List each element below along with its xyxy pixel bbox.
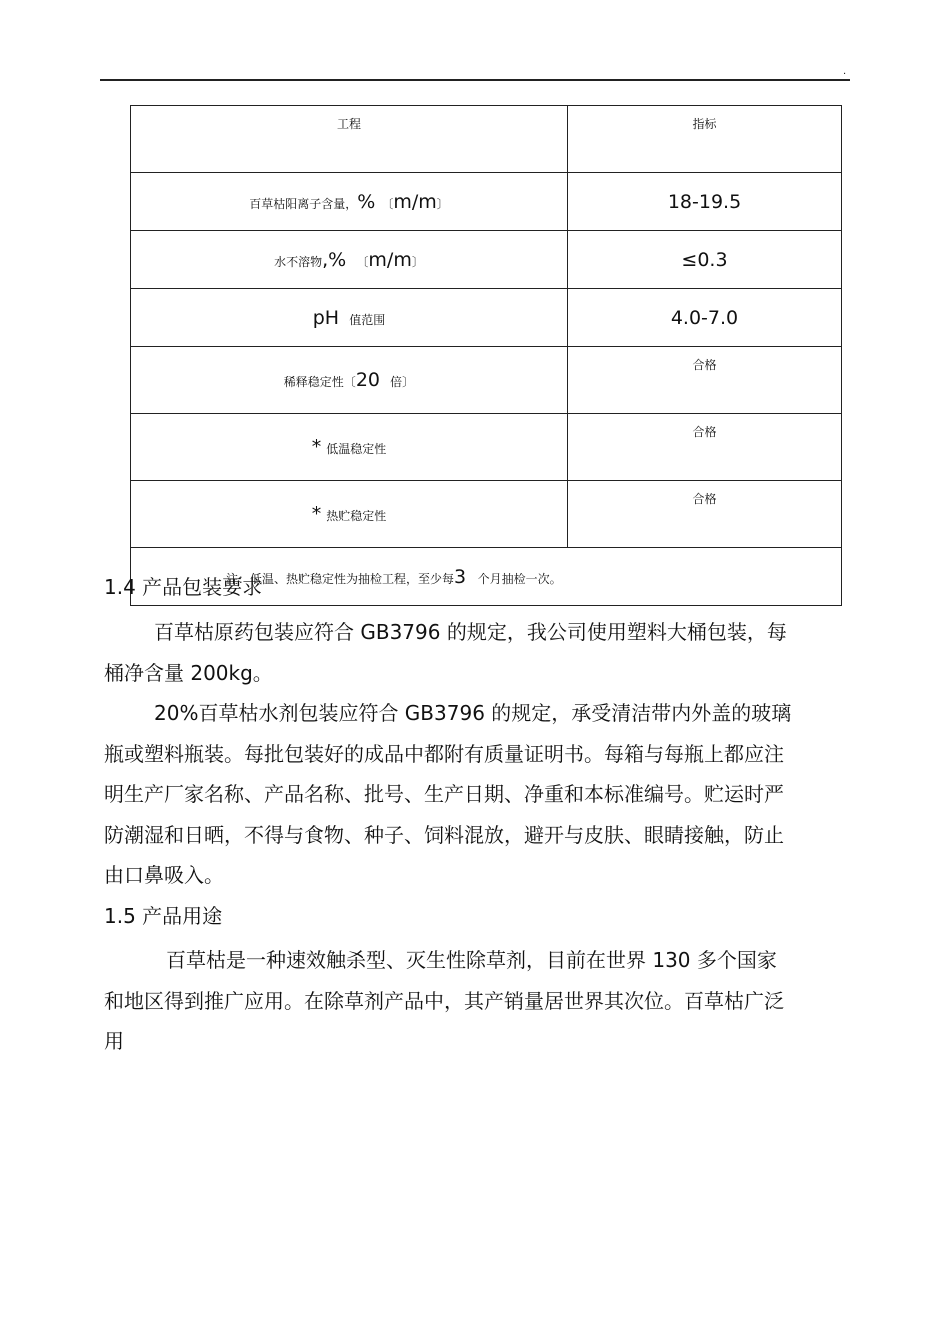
table-note: 注：低温、热贮稳定性为抽检工程，至少每3 个月抽检一次。 — [131, 548, 842, 606]
row-value: ≤0.3 — [568, 231, 842, 289]
table-row — [131, 414, 842, 481]
header-index: 指标 — [568, 106, 842, 173]
header-item: 工程 — [131, 106, 568, 173]
table-row — [131, 481, 842, 548]
paragraph-packaging-1: 百草枯原药包装应符合 GB3796 的规定，我公司使用塑料大桶包装，每 桶净含量 200kg。 — [104, 620, 787, 685]
row-value: 合格 — [568, 481, 842, 548]
row-item: * 低温稳定性 — [131, 414, 568, 481]
row-item: 百草枯阳离子含量，% 〔m/m〕 — [131, 173, 568, 231]
row-item: 稀释稳定性〔20 倍〕 — [131, 347, 568, 414]
table-row — [131, 173, 842, 231]
paragraph-usage: 百草枯是一种速效触杀型、灭生性除草剂，目前在世界 130 多个国家 和地区得到推广应用。在除草剂产品中，其产销量居世界其次位。百草枯广泛 用 — [104, 948, 784, 1053]
section-heading-1-4: 1.4 产品包装要求 — [104, 575, 263, 599]
row-value: 18-19.5 — [568, 173, 842, 231]
header-mark: . — [843, 66, 847, 77]
row-item: pH 值范围 — [131, 289, 568, 347]
row-item: * 热贮稳定性 — [131, 481, 568, 548]
table-header-row — [131, 106, 842, 173]
row-value: 4.0-7.0 — [568, 289, 842, 347]
section-heading-1-5: 1.5 产品用途 — [104, 904, 223, 928]
spec-table — [130, 105, 842, 606]
row-value: 合格 — [568, 347, 842, 414]
row-item: 水不溶物,% 〔m/m〕 — [131, 231, 568, 289]
header-rule — [100, 79, 850, 81]
table-row — [131, 289, 842, 347]
table-row — [131, 231, 842, 289]
paragraph-packaging-2: 20%百草枯水剂包装应符合 GB3796 的规定，承受清洁带内外盖的玻璃 瓶或塑料瓶装。每批包装好的成品中都附有质量证明书。每箱与每瓶上都应注 明生产厂家名称、产品名称、批号、生产日期、净重和本标准编号。贮运时严 防潮湿和日晒，不得与食物、种子、饲料混放，避开与皮肤、眼睛接触，防止 由口鼻吸入。 — [104, 701, 792, 887]
table-row — [131, 347, 842, 414]
row-value: 合格 — [568, 414, 842, 481]
